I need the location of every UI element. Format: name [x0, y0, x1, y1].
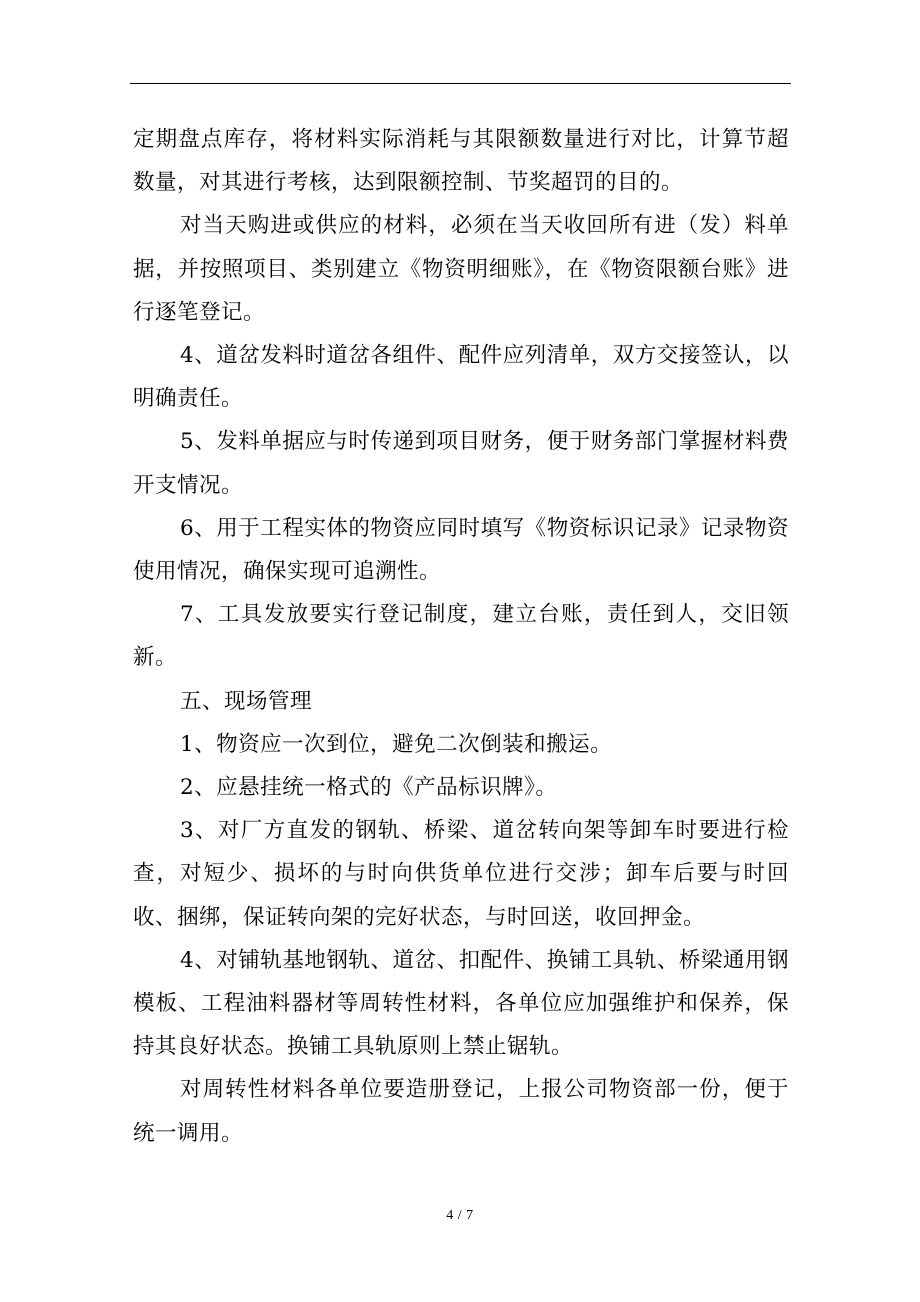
paragraph: 5、发料单据应与时传递到项目财务，便于财务部门掌握材料费开支情况。 [133, 429, 789, 498]
document-body [133, 118, 789, 1155]
section-heading: 五、现场管理 [180, 688, 313, 714]
paragraph: 2、应悬挂统一格式的《产品标识牌》。 [180, 775, 558, 801]
paragraph: 7、工具发放要实行登记制度，建立台账，责任到人，交旧领新。 [133, 602, 789, 671]
paragraph: 4、道岔发料时道岔各组件、配件应列清单，双方交接签认，以明确责任。 [133, 343, 789, 412]
header-rule [130, 83, 791, 84]
page-number: 4 / 7 [446, 1208, 474, 1223]
paragraph: 对当天购进或供应的材料，必须在当天收回所有进（发）料单据，并按照项目、类别建立《物资明细账》，在《物资限额台账》进行逐笔登记。 [133, 213, 789, 325]
paragraph: 4、对铺轨基地钢轨、道岔、扣配件、换铺工具轨、桥梁通用钢模板、工程油料器材等周转性材料，各单位应加强维护和保养，保持其良好状态。换铺工具轨原则上禁止锯轨。 [133, 947, 789, 1060]
paragraph: 对周转性材料各单位要造册登记，上报公司物资部一份，便于统一调用。 [133, 1077, 789, 1146]
paragraph: 6、用于工程实体的物资应同时填写《物资标识记录》记录物资使用情况，确保实现可追溯性。 [133, 515, 789, 585]
paragraph: 定期盘点库存，将材料实际消耗与其限额数量进行对比，计算节超数量，对其进行考核，达到限额控制、节奖超罚的目的。 [133, 127, 789, 196]
paragraph: 1、物资应一次到位，避免二次倒装和搬运。 [180, 731, 613, 757]
paragraph: 3、对厂方直发的钢轨、桥梁、道岔转向架等卸车时要进行检查，对短少、损坏的与时向供货单位进行交涉；卸车后要与时回收、捆绑，保证转向架的完好状态，与时回送，收回押金。 [133, 818, 789, 930]
